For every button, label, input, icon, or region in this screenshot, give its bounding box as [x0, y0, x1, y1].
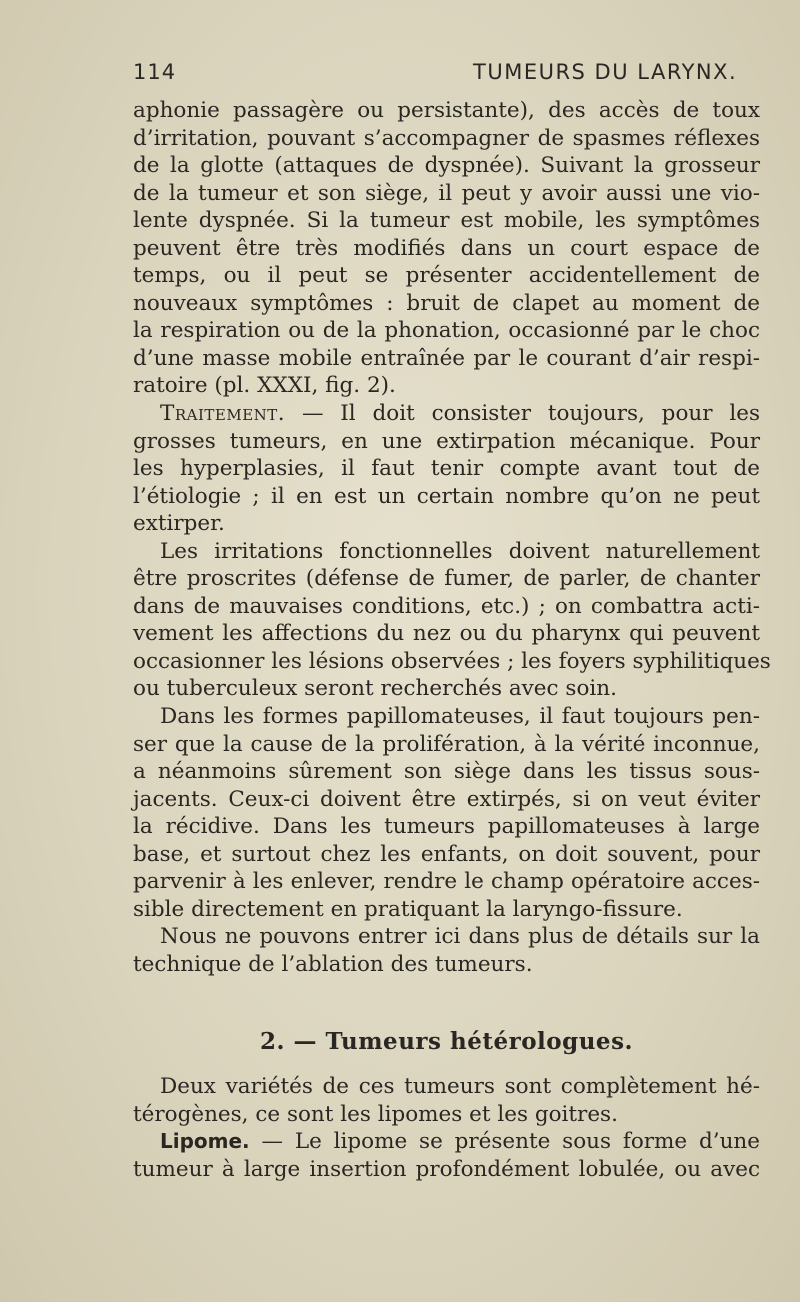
text-run: — Le lipome se présente sous forme d’une [249, 1129, 760, 1155]
text-line: jacents. Ceux-ci doivent être extirpés, si on veut éviter [133, 786, 760, 812]
text-line: vement les affections du nez ou du pharynx qui peuvent [133, 621, 760, 647]
text-line: dans de mauvaises conditions, etc.) ; on combattra acti- [133, 593, 760, 619]
text-line: a néanmoins sûrement son siège dans les tissus sous- [133, 759, 760, 785]
text-line: ou tuberculeux seront recherchés avec soin. [133, 676, 617, 702]
paragraph-traitement [133, 400, 760, 428]
text-line: peuvent être très modifiés dans un court espace de [133, 235, 760, 261]
section-title: — Tumeurs hétérologues. [293, 1028, 634, 1055]
text-line: base, et surtout chez les enfants, on doit souvent, pour [133, 841, 760, 867]
text-line: nouveaux symptômes : bruit de clapet au moment de [133, 290, 760, 316]
text-line: technique de l’ablation des tumeurs. [133, 951, 533, 977]
running-head: TUMEURS DU LARYNX. [473, 60, 738, 84]
text-line: parvenir à les enlever, rendre le champ opératoire acces- [133, 869, 760, 895]
text-line: Dans les formes papillomateuses, il faut toujours pen- [160, 704, 760, 730]
text-line: de la glotte (attaques de dyspnée). Suivant la grosseur [133, 153, 760, 179]
text-line: ratoire (pl. XXXI, fig. 2). [133, 373, 396, 399]
text-line: aphonie passagère ou persistante), des accès de toux [133, 98, 760, 123]
text-line: grosses tumeurs, en une extirpation mécanique. Pour [133, 428, 760, 454]
text-line: être proscrites (défense de fumer, de parler, de chanter [133, 566, 760, 592]
text-line: la respiration ou de la phonation, occasionné par le choc [133, 318, 760, 344]
text-run: — Il doit consister toujours, pour les [285, 401, 760, 427]
text-line: l’étiologie ; il en est un certain nombre qu’on ne peut [133, 483, 760, 509]
text-line: sible directement en pratiquant la laryngo-fissure. [133, 896, 683, 922]
page-header [133, 60, 760, 90]
text-line: lente dyspnée. Si la tumeur est mobile, les symptômes [133, 208, 760, 234]
page-number: 114 [133, 60, 177, 84]
text-line: les hyperplasies, il faut tenir compte avant tout de [133, 456, 760, 482]
text-line: occasionner les lésions observées ; les foyers syphilitiques [133, 648, 771, 674]
text-line: Deux variétés de ces tumeurs sont complètement hé- [160, 1074, 760, 1099]
text-line: extirper. [133, 511, 225, 537]
main-text [133, 97, 771, 979]
text-line: tumeur à large insertion profondément lobulée, ou avec [133, 1156, 760, 1182]
text-line: d’une masse mobile entraînée par le courant d’air respi- [133, 345, 760, 371]
text-line: la récidive. Dans les tumeurs papillomateuses à large [133, 814, 760, 840]
text-line: ser que la cause de la prolifération, à la vérité inconnue, [133, 731, 760, 757]
paragraph-lipome [133, 1128, 760, 1156]
traitement-label: Traitement. [160, 401, 286, 427]
text-line: térogènes, ce sont les lipomes et les goitres. [133, 1101, 618, 1127]
section-number: 2. [259, 1028, 285, 1055]
text-line: Nous ne pouvons entrer ici dans plus de détails sur la [160, 924, 760, 950]
section-heading [133, 1028, 760, 1056]
lipome-label: Lipome. [160, 1129, 250, 1154]
section-text [133, 1073, 760, 1183]
text-line: de la tumeur et son siège, il peut y avoir aussi une vio- [133, 180, 760, 206]
text-line: temps, ou il peut se présenter accidentellement de [133, 263, 760, 289]
text-line: Les irritations fonctionnelles doivent naturellement [160, 538, 760, 564]
text-line: d’irritation, pouvant s’accompagner de spasmes réflexes [133, 125, 760, 151]
